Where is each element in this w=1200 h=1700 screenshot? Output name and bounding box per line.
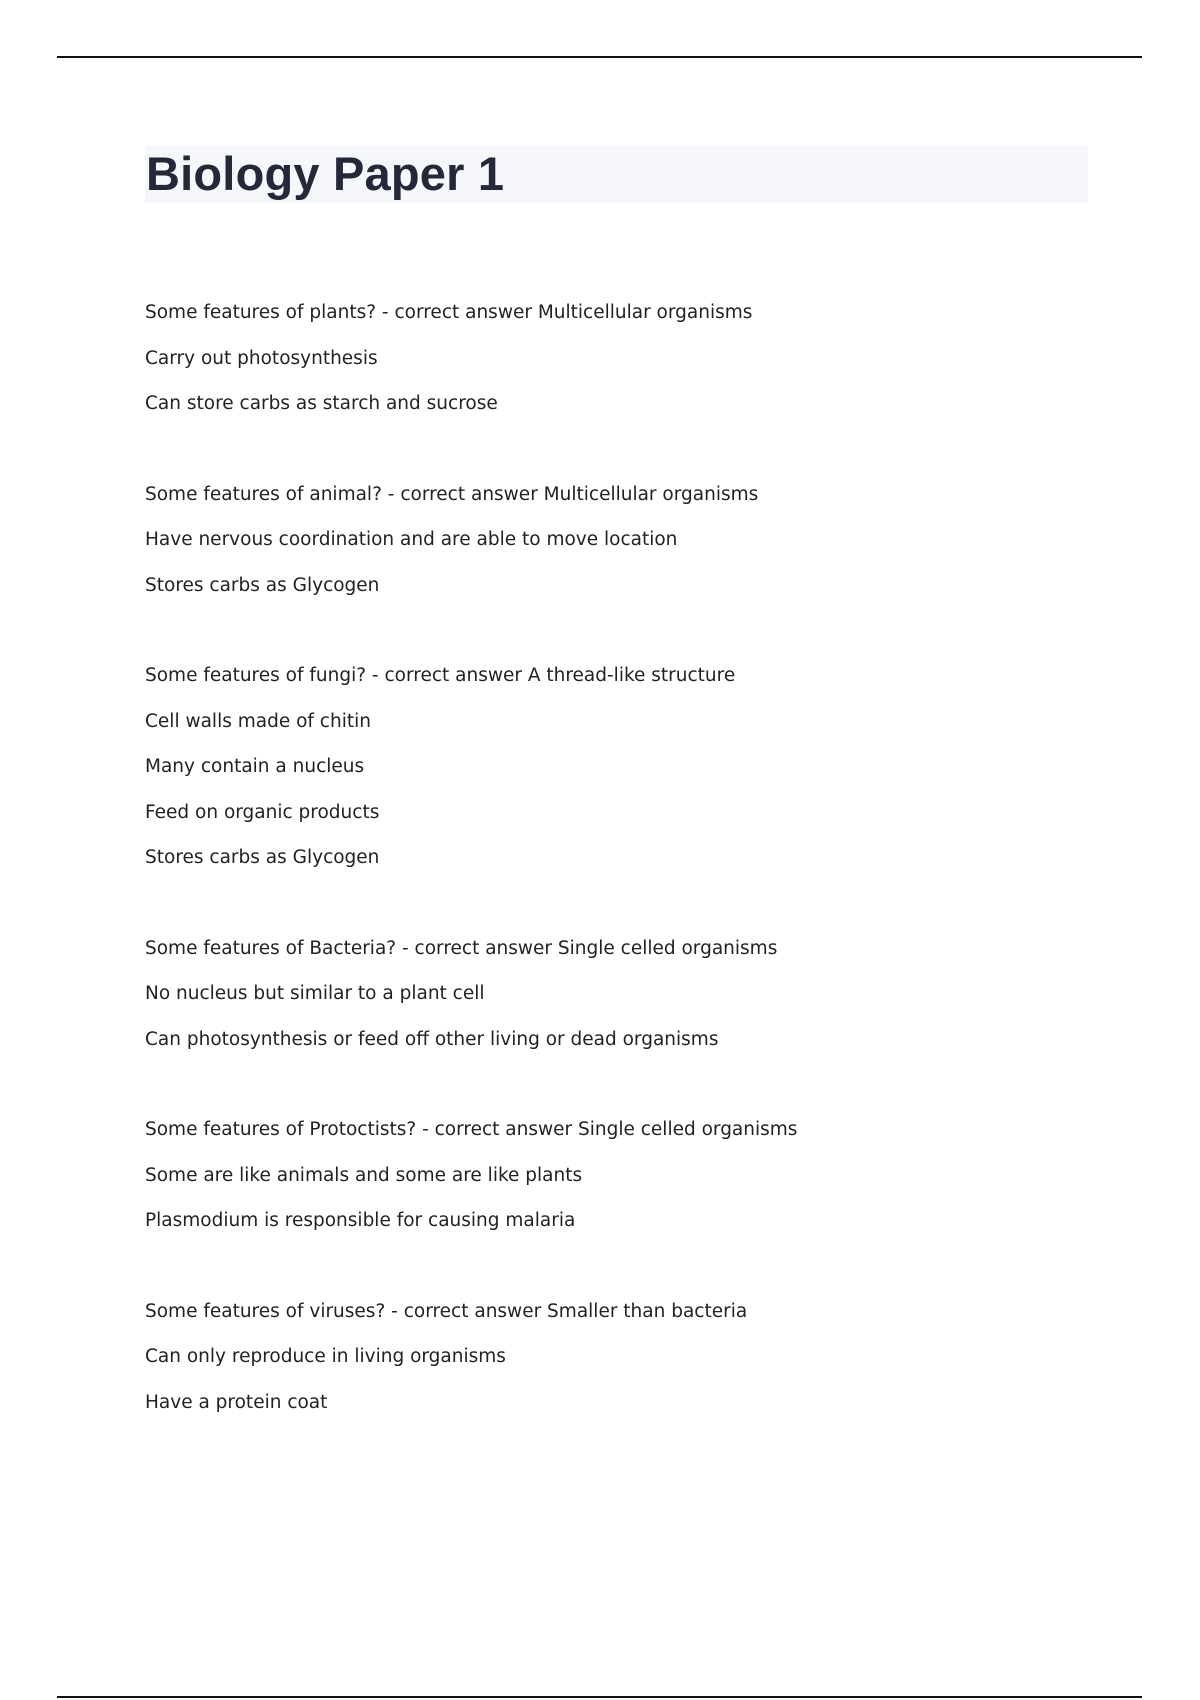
answer-line: Stores carbs as Glycogen bbox=[145, 574, 380, 596]
answer-line: Can photosynthesis or feed off other living or dead organisms bbox=[145, 1028, 719, 1050]
answer-line: Stores carbs as Glycogen bbox=[145, 847, 380, 868]
question-line: Some features of plants? - correct answer Multicellular organisms bbox=[145, 302, 753, 323]
qa-block-viruses bbox=[145, 1289, 1085, 1426]
question-line: Some features of viruses? - correct answer Smaller than bacteria bbox=[145, 1300, 748, 1322]
question-line: Some features of Bacteria? - correct answer Single celled organisms bbox=[145, 937, 778, 959]
answer-line: Cell walls made of chitin bbox=[145, 710, 371, 732]
answer-line: Have a protein coat bbox=[145, 1391, 328, 1413]
qa-block-animal bbox=[145, 472, 1085, 609]
qa-content bbox=[145, 290, 1085, 1470]
answer-line: Can store carbs as starch and sucrose bbox=[145, 393, 498, 414]
answer-line: Can only reproduce in living organisms bbox=[145, 1346, 506, 1367]
qa-block-bacteria bbox=[145, 926, 1085, 1063]
answer-line: No nucleus but similar to a plant cell bbox=[145, 983, 485, 1004]
answer-line: Plasmodium is responsible for causing malaria bbox=[145, 1210, 576, 1231]
qa-block-fungi bbox=[145, 653, 1085, 881]
top-rule bbox=[57, 56, 1142, 58]
page-title: Biology Paper 1 bbox=[146, 147, 505, 200]
bottom-rule bbox=[57, 1696, 1142, 1698]
answer-line: Feed on organic products bbox=[145, 801, 380, 823]
question-line: Some features of Protoctists? - correct answer Single celled organisms bbox=[145, 1119, 798, 1140]
answer-line: Have nervous coordination and are able to move location bbox=[145, 529, 678, 550]
answer-line: Carry out photosynthesis bbox=[145, 347, 378, 369]
qa-block-plants bbox=[145, 290, 1085, 427]
qa-block-protoctists bbox=[145, 1107, 1085, 1244]
question-line: Some features of fungi? - correct answer A thread-like structure bbox=[145, 665, 736, 686]
answer-line: Some are like animals and some are like plants bbox=[145, 1164, 583, 1186]
question-line: Some features of animal? - correct answer Multicellular organisms bbox=[145, 483, 759, 505]
answer-line: Many contain a nucleus bbox=[145, 756, 365, 777]
